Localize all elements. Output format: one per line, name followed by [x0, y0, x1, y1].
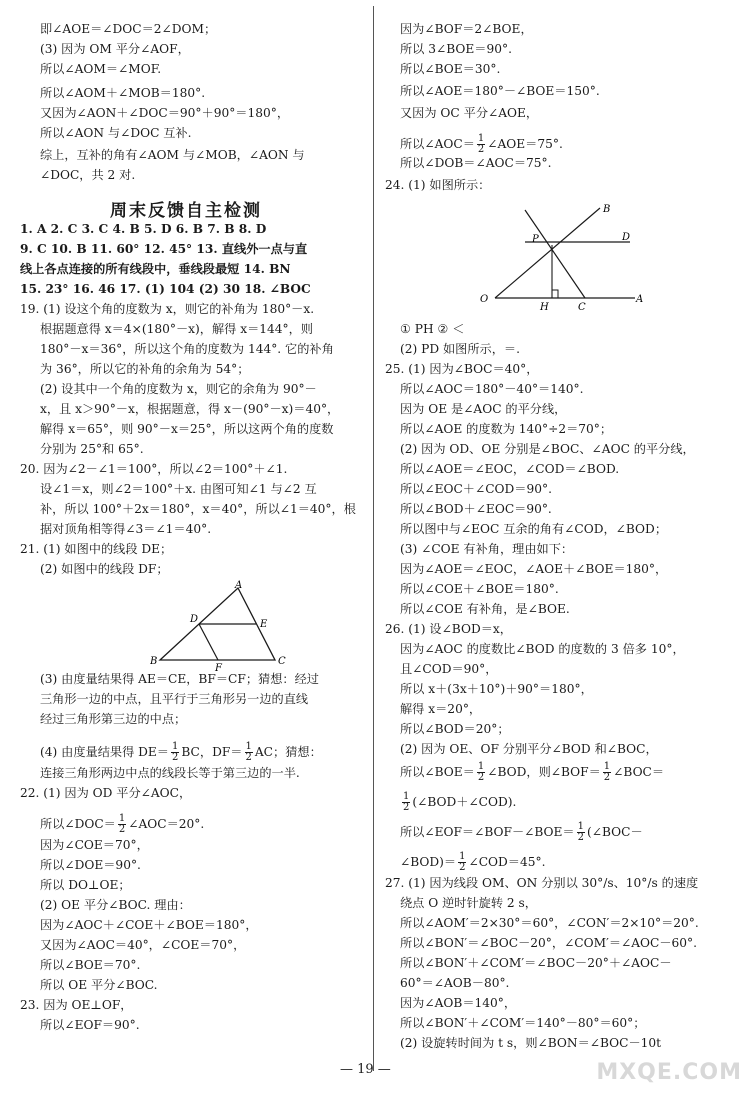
right-text-line: (3) ∠COE 有补角，理由如下：: [400, 542, 574, 556]
right-text-line: 所以∠BON′＋∠COM′＝140°－80°＝60°；: [400, 1016, 646, 1030]
left-text-line: (2) 设其中一个角的度数为 x，则它的余角为 90°－: [40, 382, 317, 396]
left-text-line: 180°－x＝36°，所以这个角的度数为 144°. 它的补角: [40, 342, 334, 356]
fraction: $\frac{1}{2}$: [477, 133, 485, 155]
fraction: $\frac{1}{2}$: [603, 761, 611, 783]
angle-figure: [470, 200, 650, 320]
left-text-line: 设∠1＝x，则∠2＝100°＋x. 由图可知∠1 与∠2 互: [40, 482, 317, 496]
left-text-line: 分别为 25°和 65°.: [40, 442, 144, 456]
right-text-line: (2) PD 如图所示，＝.: [400, 342, 520, 356]
watermark: MXQE.COM: [596, 1060, 742, 1085]
label-a: A: [235, 580, 243, 591]
left-text-line: 22. (1) 因为 OD 平分∠AOC，: [20, 786, 192, 800]
right-text-line: (2) 因为 OD、OE 分别是∠BOC、∠AOC 的平分线，: [400, 442, 695, 456]
left-text-line: (2) 如图中的线段 DF；: [40, 562, 169, 576]
right-text-line: 因为∠AOC 的度数比∠BOD 的度数的 3 倍多 10°，: [400, 642, 685, 656]
left-text-line: 经过三角形第三边的中点；: [40, 712, 187, 726]
right-text-line: 绕点 O 逆时针旋转 2 s，: [400, 896, 537, 910]
left-text-line: 15. 23° 16. 46 17. (1) 104 (2) 30 18. ∠BOC: [20, 282, 311, 296]
left-text-line: 综上，互补的角有∠AOM 与∠MOB，∠AON 与: [40, 148, 305, 162]
left-text-line: 所以∠EOF＝90°.: [40, 1018, 140, 1032]
right-text-line: 所以∠AOE 的度数为 140°÷2＝70°；: [400, 422, 613, 436]
left-text-line: 19. (1) 设这个角的度数为 x，则它的补角为 180°－x.: [20, 302, 315, 316]
segment-df: [199, 624, 218, 660]
label-h: H: [540, 302, 549, 313]
right-text-line: 26. (1) 设∠BOD＝x，: [385, 622, 512, 636]
left-text-line: (3) 由度量结果得 AE＝CE，BF＝CF；猜想：经过: [40, 672, 319, 686]
left-text-line: 解得 x＝65°，则 90°－x＝25°，所以这两个角的度数: [40, 422, 334, 436]
fraction: $\frac{1}{2}$: [118, 813, 126, 835]
right-text-line: 25. (1) 因为∠BOC＝40°，: [385, 362, 539, 376]
right-text-line: 所以∠BON′＝∠BOC－20°，∠COM′＝∠AOC－60°.: [400, 936, 698, 950]
left-text-line: 所以∠AON 与∠DOC 互补.: [40, 126, 192, 140]
label-b: B: [603, 204, 611, 215]
right-text-line: 因为∠AOE＝∠EOC，∠AOE＋∠BOE＝180°，: [400, 562, 668, 576]
q23-aoc-line: 所以∠AOC＝ $\frac{1}{2}$ ∠AOE＝75°.: [400, 133, 563, 155]
left-text-line: 据对顶角相等得∠3＝∠1＝40°.: [40, 522, 212, 536]
section-title: 周末反馈自主检测: [110, 201, 262, 221]
right-text-line: 所以∠BOD＝20°；: [400, 722, 510, 736]
q26-eof-line: 所以∠EOF＝∠BOF－∠BOE＝ $\frac{1}{2}$ (∠BOC－: [400, 821, 643, 843]
fraction: $\frac{1}{2}$: [477, 761, 485, 783]
left-text-line: 20. 因为∠2－∠1＝100°，所以∠2＝100°＋∠1.: [20, 462, 288, 476]
right-text-line: 所以 x＋(3x＋10°)＋90°＝180°，: [400, 682, 593, 696]
right-text-line: 因为∠BOF＝2∠BOE，: [400, 22, 533, 36]
label-b: B: [150, 656, 158, 667]
column-divider: [373, 6, 374, 1071]
q26-boe-line2: $\frac{1}{2}$ (∠BOD＋∠COD).: [403, 791, 517, 813]
q26-eof-line2: ∠BOD)＝ $\frac{1}{2}$ ∠COD＝45°.: [400, 851, 546, 873]
left-text-line: (3) 因为 OM 平分∠AOF，: [40, 42, 190, 56]
right-text-line: 因为∠AOB＝140°，: [400, 996, 517, 1010]
right-text-line: 所以∠DOB＝∠AOC＝75°.: [400, 156, 552, 170]
left-text-line: 又因为∠AON＋∠DOC＝90°＋90°＝180°，: [40, 106, 290, 120]
left-text-line: (2) OE 平分∠BOC. 理由：: [40, 898, 191, 912]
left-text-line: 所以∠AOM＝∠MOF.: [40, 62, 162, 76]
line-pc: [525, 210, 585, 298]
left-text-line: 即∠AOE＝∠DOC＝2∠DOM；: [40, 22, 217, 36]
right-text-line: 所以∠BON′＋∠COM′＝∠BOC－20°＋∠AOC－: [400, 956, 672, 970]
fraction: $\frac{1}{2}$: [577, 821, 584, 843]
label-d: D: [622, 232, 631, 243]
label-c: C: [278, 656, 286, 667]
left-text-line: 21. (1) 如图中的线段 DE；: [20, 542, 173, 556]
right-text-line: 且∠COD＝90°，: [400, 662, 498, 676]
right-text-line: 所以∠EOC＋∠COD＝90°.: [400, 482, 552, 496]
fraction: $\frac{1}{2}$: [172, 741, 179, 763]
right-text-line: ① PH ② ＜: [400, 322, 465, 336]
left-text-line: 所以 DO⊥OE；: [40, 878, 131, 892]
right-text-line: 所以∠AOE＝∠EOC，∠COD＝∠BOD.: [400, 462, 620, 476]
right-text-line: 又因为 OC 平分∠AOE，: [400, 106, 539, 120]
right-text-line: 所以∠COE 有补角，是∠BOE.: [400, 602, 570, 616]
right-text-line: 所以图中与∠EOC 互余的角有∠COD，∠BOD；: [400, 522, 668, 536]
right-text-line: 解得 x＝20°，: [400, 702, 482, 716]
label-d: D: [190, 614, 199, 625]
triangle-figure: [150, 580, 290, 672]
left-text-line: 线上各点连接的所有线段中，垂线段最短 14. BN: [20, 262, 291, 276]
fraction: $\frac{1}{2}$: [459, 851, 466, 873]
left-text-line: 所以∠AOM＋∠MOB＝180°.: [40, 86, 206, 100]
left-text-line: 因为∠COE＝70°，: [40, 838, 149, 852]
right-text-line: 27. (1) 因为线段 OM、ON 分别以 30°/s、10°/s 的速度: [385, 876, 699, 890]
right-text-line: (2) 因为 OE、OF 分别平分∠BOD 和∠BOC，: [400, 742, 658, 756]
left-text-line: 为 36°，所以它的补角的余角为 54°；: [40, 362, 250, 376]
page-number: — 19 —: [340, 1062, 391, 1077]
label-p: P: [532, 234, 539, 245]
left-text-line: 1. A 2. C 3. C 4. B 5. D 6. B 7. B 8. D: [20, 222, 267, 236]
left-text-line: 根据题意得 x＝4×(180°－x)，解得 x＝144°，则: [40, 322, 313, 336]
label-e: E: [260, 619, 268, 630]
right-text-line: 60°＝∠AOB－80°.: [400, 976, 510, 990]
left-text-line: 23. 因为 OE⊥OF，: [20, 998, 133, 1012]
q22-doc-line: 所以∠DOC＝ $\frac{1}{2}$ ∠AOC＝20°.: [40, 813, 205, 835]
right-angle-mark: [552, 290, 558, 298]
label-c: C: [578, 302, 586, 313]
q26-boe-line: 所以∠BOE＝ $\frac{1}{2}$ ∠BOD，则∠BOF＝ $\frac{1}{2}$ ∠BOC＝: [400, 761, 665, 783]
right-text-line: 因为 OE 是∠AOC 的平分线，: [400, 402, 567, 416]
left-text-line: 所以 OE 平分∠BOC.: [40, 978, 158, 992]
fraction: $\frac{1}{2}$: [245, 741, 252, 763]
left-text-line: ∠DOC，共 2 对.: [40, 168, 136, 182]
left-text-line: 因为∠AOC＋∠COE＋∠BOE＝180°，: [40, 918, 258, 932]
right-text-line: 所以∠AOC＝180°－40°＝140°.: [400, 382, 584, 396]
ray-ob: [495, 208, 600, 298]
right-text-line: (2) 设旋转时间为 t s，则∠BON＝∠BOC－10t: [400, 1036, 662, 1050]
left-text-line: 又因为∠AOC＝40°，∠COE＝70°，: [40, 938, 246, 952]
left-text-line: 所以∠BOE＝70°.: [40, 958, 141, 972]
right-text-line: 所以∠COE＋∠BOE＝180°.: [400, 582, 559, 596]
left-text-line: 连接三角形两边中点的线段长等于第三边的一半.: [40, 766, 300, 780]
left-text-line: 9. C 10. B 11. 60° 12. 45° 13. 直线外一点与直: [20, 242, 308, 256]
q21-part4-line: (4) 由度量结果得 DE＝ $\frac{1}{2}$ BC，DF＝ $\frac{1}{2}$ AC；猜想：: [40, 741, 322, 763]
right-text-line: 所以∠AOM′＝2×30°＝60°，∠CON′＝2×10°＝20°.: [400, 916, 699, 930]
left-text-line: 所以∠DOE＝90°.: [40, 858, 141, 872]
left-text-line: x，且 x＞90°－x，根据题意，得 x－(90°－x)＝40°，: [40, 402, 340, 416]
right-text-line: 所以∠BOD＋∠EOC＝90°.: [400, 502, 552, 516]
left-text-line: 三角形一边的中点，且平行于三角形另一边的直线: [40, 692, 309, 706]
right-text-line: 所以∠AOE＝180°－∠BOE＝150°.: [400, 84, 600, 98]
right-text-line: 24. (1) 如图所示：: [385, 178, 491, 192]
left-text-line: 补，所以 100°＋2x＝180°，x＝40°，所以∠1＝40°，根: [40, 502, 356, 516]
fraction: $\frac{1}{2}$: [403, 791, 410, 813]
label-a: A: [636, 294, 644, 305]
label-o: O: [480, 294, 489, 305]
label-f: F: [215, 663, 222, 672]
right-text-line: 所以 3∠BOE＝90°.: [400, 42, 512, 56]
right-text-line: 所以∠BOE＝30°.: [400, 62, 501, 76]
